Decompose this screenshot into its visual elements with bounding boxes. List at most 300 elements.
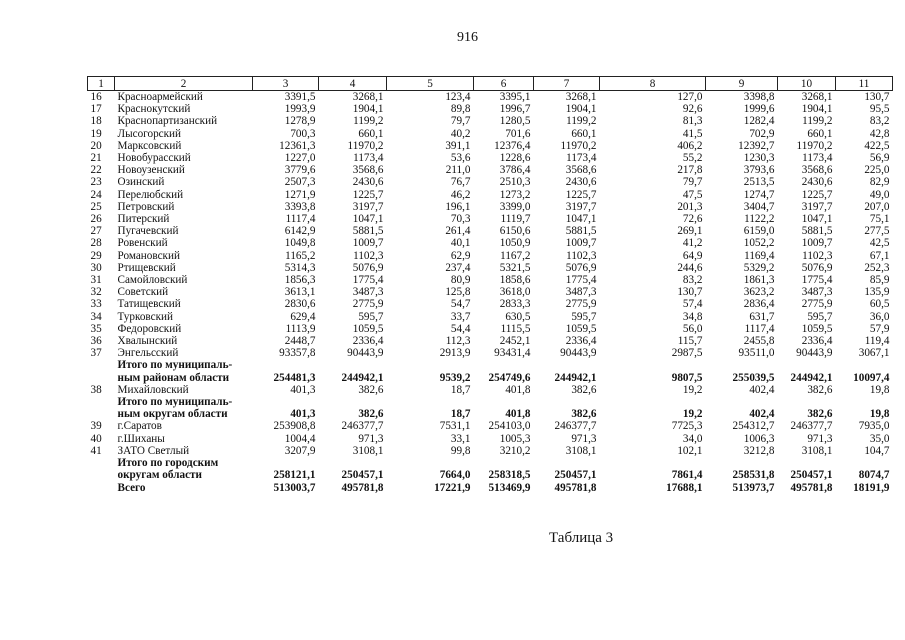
page-number: 916 [457, 30, 478, 45]
value-cell [836, 359, 893, 371]
value-cell: 2913,9 [439, 347, 471, 360]
value-cell: 244942,1 [554, 371, 597, 384]
row-label: Красноармейский [117, 91, 203, 103]
value-cell: 401,8 [505, 383, 531, 396]
table-body [88, 77, 893, 494]
value-cell: 1004,4 [284, 432, 316, 445]
value-cell: 971,3 [358, 432, 384, 445]
value-cell: 1059,5 [565, 322, 597, 335]
total-label-row [88, 457, 893, 469]
table-row [88, 91, 893, 104]
row-label: Краснокутский [117, 103, 191, 116]
value-cell: 1230,3 [743, 152, 775, 165]
value-cell: 34,0 [682, 432, 703, 445]
row-number: 24 [90, 188, 102, 201]
value-cell: 3404,7 [743, 200, 775, 213]
row-label: Татищевский [117, 298, 181, 311]
value-cell: 1993,9 [284, 103, 316, 116]
row-number: 26 [90, 213, 102, 226]
table-row [88, 250, 893, 262]
value-cell: 495781,8 [554, 481, 597, 494]
value-cell: 5314,3 [284, 261, 316, 274]
value-cell: 2987,5 [671, 347, 703, 360]
value-cell: 1102,3 [566, 249, 597, 262]
value-cell: 513973,7 [732, 481, 775, 494]
value-cell: 64,9 [682, 249, 703, 262]
value-cell: 5881,5 [352, 225, 384, 238]
row-number: 25 [90, 200, 102, 213]
row-number: 17 [90, 103, 102, 116]
value-cell: 80,9 [450, 274, 471, 287]
value-cell: 255039,5 [732, 371, 775, 384]
row-label: Питерский [117, 213, 170, 226]
value-cell: 2510,3 [499, 176, 531, 189]
row-label: ЗАТО Светлый [117, 444, 190, 457]
value-cell: 1047,1 [801, 213, 833, 226]
value-cell: 2513,5 [743, 176, 775, 189]
value-cell: 382,6 [358, 408, 384, 421]
value-cell [253, 359, 319, 371]
value-cell: 3268,1 [565, 91, 597, 103]
value-cell: 237,4 [445, 261, 471, 274]
row-label: Михайловский [117, 383, 189, 396]
value-cell: 382,6 [358, 383, 384, 396]
value-cell: 40,1 [450, 237, 471, 250]
value-cell: 2507,3 [284, 176, 316, 189]
value-cell: 1059,5 [352, 322, 384, 335]
value-cell: 2775,9 [801, 298, 833, 311]
value-cell [534, 359, 600, 371]
value-cell: 6150,6 [499, 225, 531, 238]
value-cell: 12361,3 [279, 139, 316, 152]
value-cell: 2430,6 [801, 176, 833, 189]
value-cell: 47,5 [682, 188, 703, 201]
row-number: 34 [90, 310, 102, 323]
value-cell: 1006,3 [743, 432, 775, 445]
value-cell: 90443,9 [347, 347, 384, 360]
value-cell: 57,9 [869, 322, 890, 335]
value-cell: 5881,5 [565, 225, 597, 238]
value-cell: 2775,9 [352, 298, 384, 311]
value-cell: 246377,7 [554, 420, 597, 433]
value-cell: 75,1 [869, 213, 890, 226]
value-cell: 401,3 [290, 383, 316, 396]
value-cell: 595,7 [358, 310, 384, 323]
value-cell: 3487,3 [352, 286, 384, 299]
column-header: 1 [88, 77, 115, 91]
value-cell: 2448,7 [284, 335, 316, 348]
value-cell: 5076,9 [352, 261, 384, 274]
value-cell [600, 359, 706, 371]
value-cell: 53,6 [450, 152, 471, 165]
value-cell: 3487,3 [565, 286, 597, 299]
value-cell: 33,7 [450, 310, 471, 323]
value-cell: 115,7 [677, 335, 703, 348]
row-label: Ровенский [117, 237, 168, 250]
value-cell: 1904,1 [352, 103, 384, 116]
value-cell: 254312,7 [732, 420, 775, 433]
value-cell: 135,9 [864, 286, 890, 299]
value-cell: 54,4 [450, 322, 471, 335]
row-label: Петровский [117, 200, 175, 213]
value-cell [387, 359, 474, 371]
value-cell: 217,8 [677, 164, 703, 177]
column-header: 11 [836, 77, 893, 91]
value-cell: 1119,7 [500, 213, 531, 226]
value-cell [600, 396, 706, 408]
value-cell: 2336,4 [352, 335, 384, 348]
value-cell: 19,8 [869, 408, 890, 421]
value-cell: 83,2 [869, 115, 890, 128]
value-cell: 11970,2 [796, 139, 833, 152]
value-cell: 1225,7 [565, 188, 597, 201]
value-cell: 1047,1 [565, 213, 597, 226]
value-cell: 1858,6 [499, 274, 531, 287]
value-cell: 702,9 [749, 127, 775, 140]
row-number: 16 [90, 91, 102, 103]
value-cell: 258121,1 [273, 469, 316, 482]
row-label: Новоузенский [117, 164, 185, 177]
value-cell: 3393,8 [284, 200, 316, 213]
row-number [88, 359, 115, 371]
row-label: Турковский [117, 310, 174, 323]
value-cell: 196,1 [445, 200, 471, 213]
row-label: Итого по муниципаль- [117, 396, 233, 409]
value-cell: 92,6 [682, 103, 703, 116]
value-cell: 49,0 [869, 188, 890, 201]
value-cell: 41,5 [682, 127, 703, 140]
value-cell: 1102,3 [802, 249, 833, 262]
value-cell: 82,9 [869, 176, 890, 189]
value-cell: 402,4 [749, 383, 775, 396]
value-cell: 1005,3 [499, 432, 531, 445]
value-cell: 5329,2 [743, 261, 775, 274]
value-cell: 34,8 [682, 310, 703, 323]
value-cell: 1278,9 [284, 115, 316, 128]
value-cell: 2336,4 [565, 335, 597, 348]
value-cell: 1904,1 [801, 103, 833, 116]
value-cell: 3197,7 [565, 200, 597, 213]
table-row [88, 262, 893, 274]
row-number: 39 [90, 420, 102, 433]
total-row [88, 482, 893, 494]
value-cell: 9539,2 [439, 371, 471, 384]
value-cell: 2455,8 [743, 335, 775, 348]
value-cell [319, 457, 387, 469]
table-row [88, 140, 893, 152]
table-row [88, 164, 893, 176]
value-cell: 250457,1 [554, 469, 597, 482]
value-cell: 5321,5 [499, 261, 531, 274]
value-cell: 90443,9 [796, 347, 833, 360]
value-cell: 1113,9 [285, 322, 316, 335]
value-cell: 513469,9 [488, 481, 531, 494]
value-cell: 104,7 [864, 444, 890, 457]
value-cell: 95,5 [869, 103, 890, 116]
value-cell [778, 359, 836, 371]
value-cell: 12376,4 [494, 139, 531, 152]
value-cell: 41,2 [682, 237, 703, 250]
row-number [88, 469, 115, 481]
value-cell: 258318,5 [488, 469, 531, 482]
value-cell: 62,9 [450, 249, 471, 262]
row-number: 20 [90, 139, 102, 152]
row-number: 27 [90, 225, 102, 238]
value-cell: 5076,9 [565, 261, 597, 274]
value-cell: 631,7 [749, 310, 775, 323]
column-header: 5 [387, 77, 474, 91]
value-cell: 3568,6 [352, 164, 384, 177]
row-number [88, 408, 115, 420]
row-label: Новобурасский [117, 152, 191, 165]
value-cell: 211,0 [445, 164, 471, 177]
value-cell: 76,7 [450, 176, 471, 189]
value-cell: 1049,8 [284, 237, 316, 250]
value-cell: 55,2 [682, 152, 703, 165]
value-cell: 1225,7 [801, 188, 833, 201]
value-cell: 93511,0 [738, 347, 775, 360]
value-cell: 3268,1 [352, 91, 384, 103]
value-cell: 1199,2 [802, 115, 833, 128]
value-cell [534, 457, 600, 469]
value-cell: 382,6 [571, 408, 597, 421]
value-cell: 2775,9 [565, 298, 597, 311]
row-label: Всего [117, 481, 146, 494]
value-cell: 1199,2 [353, 115, 384, 128]
row-number: 35 [90, 322, 102, 335]
row-number: 22 [90, 164, 102, 177]
value-cell: 40,2 [450, 127, 471, 140]
value-cell: 6159,0 [743, 225, 775, 238]
value-cell: 60,5 [869, 298, 890, 311]
column-header: 6 [474, 77, 534, 91]
value-cell: 3067,1 [858, 347, 890, 360]
value-cell: 1282,4 [743, 115, 775, 128]
value-cell: 595,7 [571, 310, 597, 323]
value-cell [778, 457, 836, 469]
value-cell: 391,1 [445, 139, 471, 152]
table-row [88, 225, 893, 237]
row-number: 33 [90, 298, 102, 311]
value-cell: 1227,0 [284, 152, 316, 165]
row-number: 19 [90, 127, 102, 140]
value-cell: 67,1 [869, 249, 890, 262]
value-cell: 246377,7 [790, 420, 833, 433]
row-label: Итого по городским [117, 457, 219, 470]
table-row [88, 298, 893, 310]
value-cell: 1115,5 [500, 322, 531, 335]
value-cell: 3399,0 [499, 200, 531, 213]
value-cell: 660,1 [571, 127, 597, 140]
row-label: Итого по муниципаль- [117, 359, 233, 372]
total-row [88, 408, 893, 420]
value-cell: 3210,2 [499, 444, 531, 457]
value-cell: 130,7 [864, 91, 890, 103]
budget-table [87, 76, 893, 494]
row-number: 31 [90, 274, 102, 287]
value-cell: 79,7 [682, 176, 703, 189]
value-cell: 3268,1 [801, 91, 833, 103]
value-cell: 406,2 [677, 139, 703, 152]
value-cell: 2830,6 [284, 298, 316, 311]
table-row [88, 445, 893, 457]
table-row [88, 128, 893, 140]
table-row [88, 152, 893, 164]
table-row [88, 213, 893, 225]
table-row [88, 103, 893, 115]
value-cell: 1228,6 [499, 152, 531, 165]
value-cell: 79,7 [450, 115, 471, 128]
value-cell: 3108,1 [565, 444, 597, 457]
value-cell: 19,8 [869, 383, 890, 396]
row-label: Хвалынский [117, 335, 178, 348]
value-cell: 46,2 [450, 188, 471, 201]
value-cell: 1173,4 [802, 152, 833, 165]
row-label: Озинский [117, 176, 165, 189]
value-cell [778, 396, 836, 408]
value-cell: 2430,6 [565, 176, 597, 189]
value-cell: 3487,3 [801, 286, 833, 299]
value-cell: 72,6 [682, 213, 703, 226]
row-number: 41 [90, 444, 102, 457]
value-cell [836, 396, 893, 408]
value-cell: 1122,2 [744, 213, 775, 226]
column-header: 9 [706, 77, 778, 91]
table-row [88, 347, 893, 359]
value-cell: 56,9 [869, 152, 890, 165]
value-cell [253, 457, 319, 469]
value-cell: 2336,4 [801, 335, 833, 348]
value-cell: 18,7 [450, 408, 471, 421]
value-cell: 3618,0 [499, 286, 531, 299]
value-cell: 3395,1 [499, 91, 531, 103]
value-cell: 1173,4 [353, 152, 384, 165]
value-cell: 254481,3 [273, 371, 316, 384]
value-cell: 11970,2 [347, 139, 384, 152]
value-cell: 1904,1 [565, 103, 597, 116]
value-cell: 3197,7 [801, 200, 833, 213]
value-cell: 33,1 [450, 432, 471, 445]
value-cell: 8074,7 [858, 469, 890, 482]
value-cell: 3786,4 [499, 164, 531, 177]
table-row [88, 286, 893, 298]
value-cell: 382,6 [807, 408, 833, 421]
value-cell [387, 457, 474, 469]
value-cell: 244942,1 [790, 371, 833, 384]
row-label: Энгельсский [117, 347, 179, 360]
value-cell: 1775,4 [565, 274, 597, 287]
value-cell: 56,0 [682, 322, 703, 335]
column-header: 4 [319, 77, 387, 91]
value-cell: 19,2 [682, 383, 703, 396]
value-cell: 3108,1 [801, 444, 833, 457]
value-cell: 1167,2 [500, 249, 531, 262]
row-number: 32 [90, 286, 102, 299]
value-cell: 3207,9 [284, 444, 316, 457]
value-cell: 258531,8 [732, 469, 775, 482]
value-cell: 254749,6 [488, 371, 531, 384]
value-cell [319, 396, 387, 408]
table-row [88, 311, 893, 323]
value-cell: 971,3 [571, 432, 597, 445]
row-number [88, 396, 115, 408]
value-cell: 401,8 [505, 408, 531, 421]
value-cell: 1050,9 [499, 237, 531, 250]
value-cell: 18,7 [450, 383, 471, 396]
row-number [88, 457, 115, 469]
value-cell: 57,4 [682, 298, 703, 311]
row-number: 30 [90, 261, 102, 274]
value-cell: 9807,5 [671, 371, 703, 384]
value-cell: 629,4 [290, 310, 316, 323]
value-cell: 1047,1 [352, 213, 384, 226]
row-label: ным районам области [117, 371, 230, 384]
value-cell: 3108,1 [352, 444, 384, 457]
value-cell: 277,5 [864, 225, 890, 238]
row-number [88, 482, 115, 494]
column-header: 2 [115, 77, 253, 91]
value-cell: 1996,7 [499, 103, 531, 116]
value-cell: 1271,9 [284, 188, 316, 201]
value-cell: 85,9 [869, 274, 890, 287]
value-cell: 269,1 [677, 225, 703, 238]
value-cell: 2836,4 [743, 298, 775, 311]
value-cell: 17688,1 [666, 481, 703, 494]
value-cell: 3613,1 [284, 286, 316, 299]
value-cell: 70,3 [450, 213, 471, 226]
row-number: 28 [90, 237, 102, 250]
value-cell: 119,4 [864, 335, 890, 348]
value-cell: 35,0 [869, 432, 890, 445]
value-cell: 1999,6 [743, 103, 775, 116]
value-cell: 99,8 [450, 444, 471, 457]
value-cell [600, 457, 706, 469]
value-cell: 250457,1 [341, 469, 384, 482]
value-cell: 18191,9 [853, 481, 890, 494]
value-cell: 102,1 [677, 444, 703, 457]
value-cell: 3568,6 [565, 164, 597, 177]
row-label: Советский [117, 286, 169, 299]
table-row [88, 176, 893, 188]
value-cell: 422,5 [864, 139, 890, 152]
row-label: Пугачевский [117, 225, 179, 238]
value-cell: 83,2 [682, 274, 703, 287]
value-cell: 42,5 [869, 237, 890, 250]
value-cell: 244942,1 [341, 371, 384, 384]
value-cell: 1102,3 [353, 249, 384, 262]
row-number: 21 [90, 152, 102, 165]
row-number: 18 [90, 115, 102, 128]
value-cell: 7531,1 [439, 420, 471, 433]
value-cell: 1117,4 [285, 213, 316, 226]
table-row [88, 201, 893, 213]
value-cell: 81,3 [682, 115, 703, 128]
value-cell: 2452,1 [499, 335, 531, 348]
value-cell: 11970,2 [560, 139, 597, 152]
row-label: Романовский [117, 249, 180, 262]
value-cell: 1009,7 [352, 237, 384, 250]
value-cell: 2430,6 [352, 176, 384, 189]
value-cell: 3197,7 [352, 200, 384, 213]
value-cell: 7664,0 [439, 469, 471, 482]
value-cell: 93431,4 [494, 347, 531, 360]
value-cell: 1274,7 [743, 188, 775, 201]
value-cell: 123,4 [445, 91, 471, 103]
value-cell: 54,7 [450, 298, 471, 311]
value-cell: 252,3 [864, 261, 890, 274]
value-cell: 5881,5 [801, 225, 833, 238]
row-label: г.Шиханы [117, 432, 165, 445]
